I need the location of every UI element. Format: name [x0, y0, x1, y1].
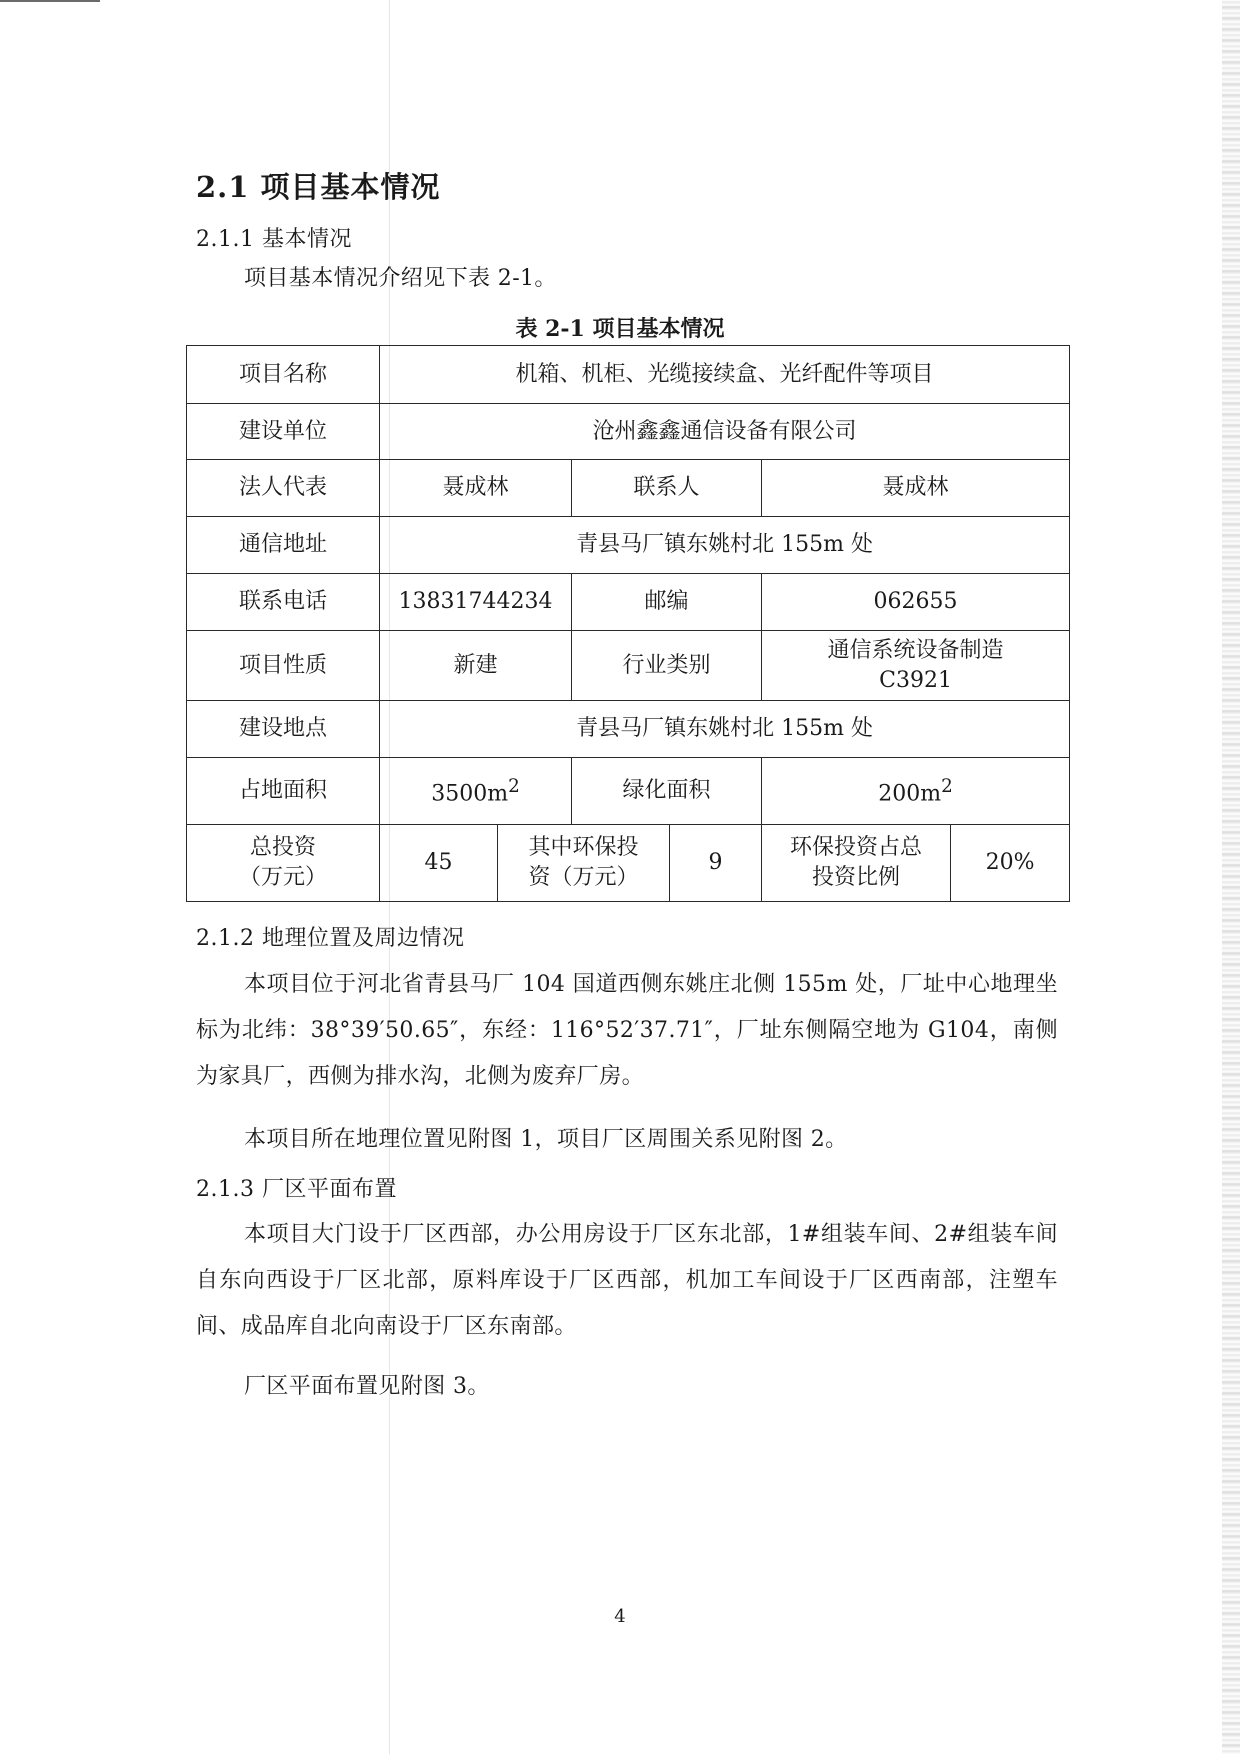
phone-value: 13831744234 — [380, 574, 572, 631]
legal-rep-value: 聂成林 — [380, 460, 572, 517]
industry-value-line2: C3921 — [879, 667, 952, 693]
scan-artifact-right-edge — [1222, 0, 1240, 1754]
project-name-label: 项目名称 — [187, 346, 380, 404]
table-row — [187, 758, 1070, 825]
industry-value-line1: 通信系统设备制造 — [827, 637, 1004, 663]
table-row — [187, 631, 1070, 701]
address-label: 通信地址 — [187, 517, 380, 574]
env-ratio-label — [762, 825, 951, 902]
postcode-label: 邮编 — [572, 574, 762, 631]
nature-label: 项目性质 — [187, 631, 380, 701]
green-value — [762, 758, 1070, 825]
area-label: 占地面积 — [187, 758, 380, 825]
industry-value — [762, 631, 1070, 701]
site-value: 青县马厂镇东姚村北 155m 处 — [380, 701, 1070, 758]
area-number: 3500m — [431, 781, 509, 807]
layout-paragraph: 本项目大门设于厂区西部，办公用房设于厂区东北部，1#组装车间、2#组装车间自东向西设于厂区北部，原料库设于厂区西部，机加工车间设于厂区西南部，注塑车间、成品库自北向南设于厂区东南部。 — [196, 1222, 1058, 1339]
invest-label — [187, 825, 380, 902]
contact-value: 聂成林 — [762, 460, 1070, 517]
area-value — [380, 758, 572, 825]
project-name-value: 机箱、机柜、光缆接续盒、光纤配件等项目 — [380, 346, 1070, 404]
scan-artifact-top — [0, 0, 100, 8]
location-figure-reference: 本项目所在地理位置见附图 1，项目厂区周围关系见附图 2。 — [244, 1127, 848, 1152]
env-invest-label-line2: 资（万元） — [528, 865, 639, 890]
table-caption: 表 2-1 项目基本情况 — [515, 316, 725, 342]
project-info-table — [186, 345, 1070, 902]
area-unit-exponent: 2 — [508, 776, 520, 798]
subsection-heading-basic: 2.1.1 基本情况 — [196, 227, 352, 252]
address-value: 青县马厂镇东姚村北 155m 处 — [380, 517, 1070, 574]
table-row — [187, 517, 1070, 574]
builder-label: 建设单位 — [187, 404, 380, 460]
env-invest-label-line1: 其中环保投 — [528, 835, 639, 860]
env-ratio-value: 20% — [951, 825, 1070, 902]
phone-label: 联系电话 — [187, 574, 380, 631]
nature-value: 新建 — [380, 631, 572, 701]
contact-label: 联系人 — [572, 460, 762, 517]
table-row — [187, 404, 1070, 460]
subsection-heading-layout: 2.1.3 厂区平面布置 — [196, 1177, 397, 1202]
industry-label: 行业类别 — [572, 631, 762, 701]
green-label: 绿化面积 — [572, 758, 762, 825]
subsection-heading-location: 2.1.2 地理位置及周边情况 — [196, 926, 465, 951]
section-heading: 2.1 项目基本情况 — [196, 170, 441, 204]
table-row — [187, 346, 1070, 404]
invest-label-line1: 总投资 — [249, 835, 316, 860]
legal-rep-label: 法人代表 — [187, 460, 380, 517]
location-paragraph: 本项目位于河北省青县马厂 104 国道西侧东姚庄北侧 155m 处，厂址中心地理坐标为北纬：38°39′50.65″，东经：116°52′37.71″，厂址东侧隔空地为 G104，南侧为家具厂，西侧为排水沟，北侧为废弃厂房。 — [196, 972, 1058, 1089]
invest-value: 45 — [380, 825, 498, 902]
green-unit-exponent: 2 — [941, 776, 953, 798]
invest-label-line2: （万元） — [238, 865, 327, 890]
env-invest-label — [498, 825, 670, 902]
page-number: 4 — [614, 1606, 626, 1627]
env-ratio-label-line1: 环保投资占总 — [789, 835, 922, 860]
layout-figure-reference: 厂区平面布置见附图 3。 — [244, 1374, 490, 1399]
table-row — [187, 825, 1070, 902]
postcode-value: 062655 — [762, 574, 1070, 631]
table-row — [187, 701, 1070, 758]
env-ratio-label-line2: 投资比例 — [811, 865, 900, 890]
site-label: 建设地点 — [187, 701, 380, 758]
table-row — [187, 460, 1070, 517]
green-number: 200m — [878, 781, 942, 807]
table-row — [187, 574, 1070, 631]
builder-value: 沧州鑫鑫通信设备有限公司 — [380, 404, 1070, 460]
env-invest-value: 9 — [670, 825, 762, 902]
intro-paragraph: 项目基本情况介绍见下表 2-1。 — [244, 266, 557, 291]
